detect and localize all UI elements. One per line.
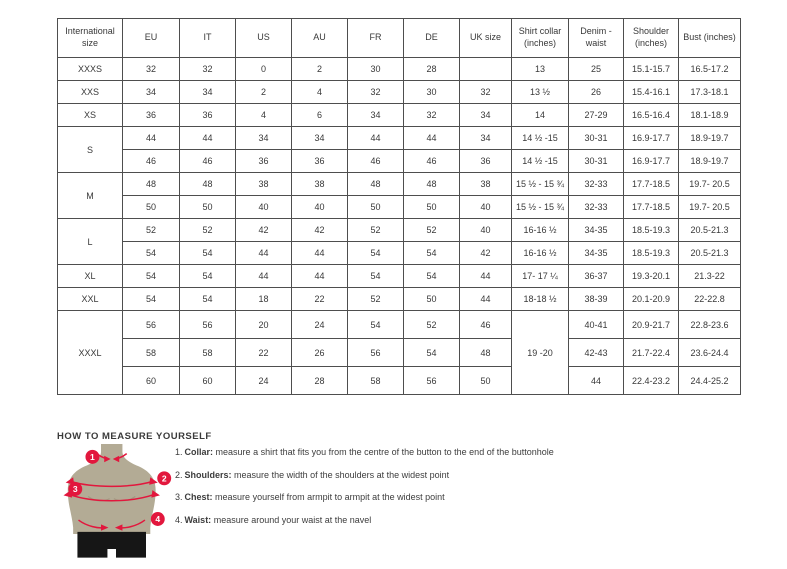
table-cell: 0: [236, 58, 292, 81]
size-label: XXXS: [58, 58, 123, 81]
table-cell: 34: [348, 104, 404, 127]
instruction-number: 1.: [175, 447, 183, 457]
instruction-term: Shoulders:: [184, 469, 232, 480]
table-cell: 32: [123, 58, 180, 81]
table-cell: 44: [292, 265, 348, 288]
table-cell: 60: [123, 367, 180, 395]
table-cell: 24.4-25.2: [679, 367, 741, 395]
table-cell: 54: [404, 339, 460, 367]
badge-3-number: 3: [72, 484, 78, 495]
table-cell: 4: [236, 104, 292, 127]
table-cell: 30: [348, 58, 404, 81]
table-row-xxxl-1: [58, 311, 741, 339]
table-cell: 58: [348, 367, 404, 395]
instruction-text: measure a shirt that fits you from the centre of the button to the end of the buttonhole: [215, 447, 554, 457]
instruction-number: 4.: [175, 514, 183, 525]
table-cell: 16-16 ½: [512, 219, 569, 242]
size-label: L: [58, 219, 123, 265]
table-cell: 27-29: [569, 104, 624, 127]
table-cell: 32: [460, 81, 512, 104]
table-row-xl: [58, 265, 741, 288]
table-cell: 14: [512, 104, 569, 127]
table-cell: 54: [123, 242, 180, 265]
table-cell: 44: [404, 127, 460, 150]
col-header-eu: EU: [123, 19, 180, 58]
col-header-au: AU: [292, 19, 348, 58]
measure-figure: [60, 444, 172, 564]
table-cell: 19.7- 20.5: [679, 173, 741, 196]
table-cell: 44: [569, 367, 624, 395]
shorts-shape: [77, 532, 146, 558]
table-cell: 44: [236, 265, 292, 288]
badge-1-number: 1: [90, 452, 95, 463]
table-cell: 22.8-23.6: [679, 311, 741, 339]
table-row-xxxs: [58, 58, 741, 81]
table-cell: 6: [292, 104, 348, 127]
table-cell: 58: [123, 339, 180, 367]
table-cell: 50: [123, 196, 180, 219]
instruction-text: measure the width of the shoulders at the widest point: [234, 469, 450, 480]
col-header-de: DE: [404, 19, 460, 58]
table-cell: 34: [292, 127, 348, 150]
table-cell: 52: [348, 288, 404, 311]
table-cell: 44: [348, 127, 404, 150]
table-cell: 34-35: [569, 219, 624, 242]
table-cell: 54: [348, 311, 404, 339]
table-cell: 54: [404, 242, 460, 265]
table-cell: 52: [404, 219, 460, 242]
section-title: HOW TO MEASURE YOURSELF: [57, 431, 212, 442]
table-row-xxxl-3: [58, 367, 741, 395]
col-header-shoulder: Shoulder (inches): [624, 19, 679, 58]
table-cell: 30-31: [569, 127, 624, 150]
table-cell: 28: [404, 58, 460, 81]
badge-2: [157, 471, 171, 485]
table-cell: 25: [569, 58, 624, 81]
table-cell: 16.9-17.7: [624, 127, 679, 150]
badge-4-number: 4: [155, 514, 161, 525]
table-row-l-2: [58, 242, 741, 265]
table-cell: 46: [348, 150, 404, 173]
table-cell: 54: [180, 265, 236, 288]
table-cell: 20.9-21.7: [624, 311, 679, 339]
table-cell: 18.9-19.7: [679, 150, 741, 173]
table-cell: 56: [123, 311, 180, 339]
table-cell: [460, 58, 512, 81]
badge-3: [68, 482, 82, 496]
table-cell: 36: [180, 104, 236, 127]
table-cell: 38: [236, 173, 292, 196]
table-cell: 34: [180, 81, 236, 104]
instruction-term: Collar:: [184, 447, 214, 457]
table-cell: 13 ½: [512, 81, 569, 104]
col-header-international-size: International size: [58, 19, 123, 58]
table-cell: 13: [512, 58, 569, 81]
col-header-uk-size: UK size: [460, 19, 512, 58]
table-cell: 48: [123, 173, 180, 196]
table-cell: 36: [236, 150, 292, 173]
col-header-denim-waist: Denim - waist: [569, 19, 624, 58]
table-cell: 50: [404, 288, 460, 311]
table-cell: 15.1-15.7: [624, 58, 679, 81]
table-row-xxxl-2: [58, 339, 741, 367]
table-row-m-2: [58, 196, 741, 219]
table-cell: 40: [292, 196, 348, 219]
table-cell: 46: [123, 150, 180, 173]
col-header-shirt-collar: Shirt collar (inches): [512, 19, 569, 58]
col-header-us: US: [236, 19, 292, 58]
table-cell: 16.9-17.7: [624, 150, 679, 173]
table-cell: 42: [292, 219, 348, 242]
table-cell: 18.5-19.3: [624, 242, 679, 265]
table-cell: 22.4-23.2: [624, 367, 679, 395]
table-cell: 60: [180, 367, 236, 395]
table-cell: 50: [460, 367, 512, 395]
table-row-xs: [58, 104, 741, 127]
table-cell: 18: [236, 288, 292, 311]
table-cell: 17.7-18.5: [624, 173, 679, 196]
table-cell: 17.7-18.5: [624, 196, 679, 219]
table-cell: 18.1-18.9: [679, 104, 741, 127]
size-chart-table: [57, 18, 741, 395]
table-cell: 34: [123, 81, 180, 104]
table-cell: 21.3-22: [679, 265, 741, 288]
col-header-it: IT: [180, 19, 236, 58]
measure-instructions-list: [175, 447, 554, 525]
table-cell: 32: [404, 104, 460, 127]
size-label: XS: [58, 104, 123, 127]
table-cell: 17- 17 ¼: [512, 265, 569, 288]
table-cell: 52: [180, 219, 236, 242]
table-cell: 22: [236, 339, 292, 367]
table-cell: 48: [180, 173, 236, 196]
table-cell: 42: [460, 242, 512, 265]
table-cell: 32-33: [569, 196, 624, 219]
table-row-l-1: [58, 219, 741, 242]
table-cell: 14 ½ -15: [512, 150, 569, 173]
table-cell: 20: [236, 311, 292, 339]
table-cell: 20.1-20.9: [624, 288, 679, 311]
table-row-xxl: [58, 288, 741, 311]
instruction-term: Waist:: [184, 514, 212, 525]
table-cell: 54: [123, 288, 180, 311]
table-cell: 36: [123, 104, 180, 127]
table-cell: 52: [404, 311, 460, 339]
table-cell: 36: [460, 150, 512, 173]
table-cell: 44: [123, 127, 180, 150]
table-cell: 34: [236, 127, 292, 150]
table-cell: 56: [180, 311, 236, 339]
table-cell: 44: [180, 127, 236, 150]
table-cell: 54: [348, 265, 404, 288]
table-cell: 34: [460, 127, 512, 150]
instruction-collar: [175, 447, 554, 457]
table-cell: 19.7- 20.5: [679, 196, 741, 219]
instruction-waist: [175, 515, 554, 525]
table-cell: 42: [236, 219, 292, 242]
table-cell: 42-43: [569, 339, 624, 367]
how-to-measure-section: [57, 431, 767, 525]
table-cell: 40: [460, 219, 512, 242]
table-row-s-1: [58, 127, 741, 150]
table-cell: 54: [404, 265, 460, 288]
table-cell: 26: [292, 339, 348, 367]
instruction-chest: [175, 492, 554, 502]
table-cell: 44: [460, 265, 512, 288]
table-cell: 46: [180, 150, 236, 173]
table-cell: 38: [292, 173, 348, 196]
badge-4: [151, 512, 165, 526]
table-row-xxs: [58, 81, 741, 104]
size-label: XXXL: [58, 311, 123, 395]
table-row-s-2: [58, 150, 741, 173]
table-cell: 15 ½ - 15 ¾: [512, 173, 569, 196]
table-cell: 24: [236, 367, 292, 395]
table-cell: 30-31: [569, 150, 624, 173]
table-cell: 38: [460, 173, 512, 196]
header-row: [58, 19, 741, 58]
table-cell: 15 ½ - 15 ¾: [512, 196, 569, 219]
table-cell: 48: [348, 173, 404, 196]
table-cell: 32: [180, 58, 236, 81]
table-cell: 54: [348, 242, 404, 265]
table-cell: 50: [404, 196, 460, 219]
table-cell: 14 ½ -15: [512, 127, 569, 150]
table-cell: 20.5-21.3: [679, 242, 741, 265]
table-cell: 32-33: [569, 173, 624, 196]
table-cell: 17.3-18.1: [679, 81, 741, 104]
table-cell: 40-41: [569, 311, 624, 339]
table-cell: 40: [460, 196, 512, 219]
table-cell: 54: [180, 288, 236, 311]
badge-1: [85, 450, 99, 464]
instruction-text: measure yourself from armpit to armpit at the widest point: [215, 492, 445, 502]
table-cell: 52: [348, 219, 404, 242]
table-cell: 18.9-19.7: [679, 127, 741, 150]
table-cell: 21.7-22.4: [624, 339, 679, 367]
table-cell: 34-35: [569, 242, 624, 265]
size-label: XL: [58, 265, 123, 288]
instruction-term: Chest:: [184, 492, 213, 502]
table-cell: 2: [292, 58, 348, 81]
table-row-m-1: [58, 173, 741, 196]
table-cell-collar-merged: 19 -20: [512, 311, 569, 395]
table-cell: 24: [292, 311, 348, 339]
table-cell: 30: [404, 81, 460, 104]
table-cell: 56: [404, 367, 460, 395]
table-cell: 15.4-16.1: [624, 81, 679, 104]
table-cell: 34: [460, 104, 512, 127]
table-cell: 48: [404, 173, 460, 196]
col-header-fr: FR: [348, 19, 404, 58]
table-cell: 20.5-21.3: [679, 219, 741, 242]
table-cell: 50: [348, 196, 404, 219]
table-cell: 44: [460, 288, 512, 311]
table-cell: 16.5-17.2: [679, 58, 741, 81]
table-cell: 36-37: [569, 265, 624, 288]
instruction-number: 2.: [175, 469, 183, 480]
table-cell: 46: [404, 150, 460, 173]
table-cell: 40: [236, 196, 292, 219]
table-cell: 36: [292, 150, 348, 173]
table-cell: 22-22.8: [679, 288, 741, 311]
table-cell: 44: [236, 242, 292, 265]
table-cell: 50: [180, 196, 236, 219]
col-header-bust: Bust (inches): [679, 19, 741, 58]
size-label: XXL: [58, 288, 123, 311]
size-label: S: [58, 127, 123, 173]
table-cell: 54: [123, 265, 180, 288]
table-cell: 38-39: [569, 288, 624, 311]
size-label: XXS: [58, 81, 123, 104]
badge-2-number: 2: [161, 473, 167, 484]
table-cell: 54: [180, 242, 236, 265]
instruction-text: measure around your waist at the navel: [213, 514, 372, 525]
table-cell: 48: [460, 339, 512, 367]
table-cell: 28: [292, 367, 348, 395]
instruction-number: 3.: [175, 492, 183, 502]
table-cell: 18.5-19.3: [624, 219, 679, 242]
table-cell: 56: [348, 339, 404, 367]
table-cell: 44: [292, 242, 348, 265]
table-cell: 2: [236, 81, 292, 104]
mannequin-illustration: [60, 444, 172, 564]
table-cell: 46: [460, 311, 512, 339]
table-cell: 22: [292, 288, 348, 311]
table-cell: 26: [569, 81, 624, 104]
size-label: M: [58, 173, 123, 219]
table-cell: 23.6-24.4: [679, 339, 741, 367]
table-cell: 4: [292, 81, 348, 104]
table-cell: 16-16 ½: [512, 242, 569, 265]
table-cell: 32: [348, 81, 404, 104]
table-cell: 19.3-20.1: [624, 265, 679, 288]
table-cell: 16.5-16.4: [624, 104, 679, 127]
table-cell: 58: [180, 339, 236, 367]
table-cell: 52: [123, 219, 180, 242]
instruction-shoulders: [175, 470, 554, 480]
table-cell: 18-18 ½: [512, 288, 569, 311]
